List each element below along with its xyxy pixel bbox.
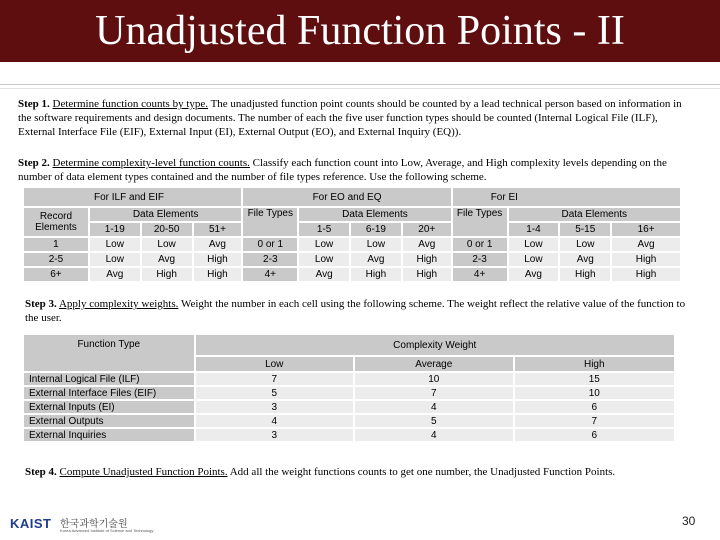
function-type-cell: External Outputs [23, 414, 195, 428]
step4-label: Step 4. [25, 466, 57, 478]
table-cell: Avg [89, 267, 141, 282]
table-row [23, 267, 681, 282]
range-header: 16+ [611, 222, 681, 237]
step3-label: Step 3. [25, 298, 57, 310]
step1-body: The unadjusted function point counts should be counted by a lead technical person based on information in the software requirements and design documents. The number of each the five user function types should be counted (Internal Logical File (ILF), External Interface File (EIF), External Input (EI), External Output (EO), and External Inquiry (EQ)). [18, 98, 682, 138]
weight-cell: 5 [195, 386, 354, 400]
function-type-header: Function Type [23, 334, 195, 372]
step2-heading: Determine complexity-level function counts. [52, 157, 250, 169]
table-cell: Avg [559, 252, 611, 267]
table-cell: High [193, 267, 243, 282]
table-cell: Low [298, 252, 350, 267]
table-cell: Low [350, 237, 402, 252]
range-header: 1-19 [89, 222, 141, 237]
level-header-high: High [514, 356, 675, 372]
table-cell: High [350, 267, 402, 282]
table-cell: Avg [141, 252, 193, 267]
title-bar [0, 0, 720, 62]
table-cell: Avg [508, 267, 560, 282]
slide-number: 30 [682, 514, 696, 528]
step3-heading: Apply complexity weights. [58, 298, 179, 310]
slide-title: Unadjusted Function Points - II [95, 8, 625, 54]
record-header-line: Record [39, 211, 73, 222]
table-cell: Low [559, 237, 611, 252]
divider-line [0, 88, 720, 89]
table-row [23, 400, 675, 414]
range-header: 6-19 [350, 222, 402, 237]
table-cell: High [559, 267, 611, 282]
level-header-low: Low [195, 356, 354, 372]
function-type-cell: External Inputs (EI) [23, 400, 195, 414]
file-types-cell: 2-3 [242, 252, 298, 267]
step4-heading: Compute Unadjusted Function Points. [59, 466, 228, 478]
weight-cell: 15 [514, 372, 675, 386]
table-row [23, 428, 675, 442]
group-header-ilf-eif: For ILF and EIF [23, 187, 242, 207]
range-header: 20-50 [141, 222, 193, 237]
function-type-cell: External Inquiries [23, 428, 195, 442]
institute-name-english: Korea Advanced Institute of Science and Technology [60, 528, 154, 533]
weight-cell: 3 [195, 428, 354, 442]
data-elements-header: Data Elements [298, 207, 451, 222]
record-elements-header [23, 207, 89, 237]
table-row [23, 372, 675, 386]
weight-cell: 10 [514, 386, 675, 400]
data-elements-header: Data Elements [508, 207, 681, 222]
complexity-weight-header: Complexity Weight [195, 334, 675, 356]
file-types-cell: 0 or 1 [242, 237, 298, 252]
file-types-cell: 0 or 1 [452, 237, 508, 252]
kaist-logo: KAIST [10, 516, 52, 531]
step4-body: Add all the weight functions counts to get one number, the Unadjusted Function Points. [227, 466, 616, 478]
file-types-cell: 4+ [452, 267, 508, 282]
step2-body: Classify each function count into Low, Average, and High complexity levels depending on the number of data element types contained and the number of file types reference. Use the following scheme. [18, 157, 667, 183]
function-type-cell: Internal Logical File (ILF) [23, 372, 195, 386]
table-row [23, 386, 675, 400]
step2-label: Step 2. [18, 157, 50, 169]
table-cell: Avg [193, 237, 243, 252]
table-cell: Low [508, 237, 560, 252]
group-header-eo-eq: For EO and EQ [242, 187, 451, 207]
record-count-cell: 6+ [23, 267, 89, 282]
table-cell: Avg [611, 237, 681, 252]
table-cell: Avg [402, 237, 452, 252]
step4-paragraph [25, 465, 695, 479]
range-header: 51+ [193, 222, 243, 237]
weight-cell: 5 [354, 414, 514, 428]
level-header-average: Average [354, 356, 514, 372]
weight-cell: 6 [514, 428, 675, 442]
range-header: 1-5 [298, 222, 350, 237]
weight-cell: 4 [195, 414, 354, 428]
group-header-ei: For EI [452, 187, 681, 207]
table-row [23, 237, 681, 252]
range-header: 1-4 [508, 222, 560, 237]
table-cell: Avg [298, 267, 350, 282]
file-types-cell: 4+ [242, 267, 298, 282]
step1-heading: Determine function counts by type. [52, 98, 209, 110]
weight-cell: 4 [354, 400, 514, 414]
file-types-header: File Types [242, 207, 298, 237]
weight-cell: 4 [354, 428, 514, 442]
divider-line [0, 84, 720, 85]
record-count-cell: 1 [23, 237, 89, 252]
table-cell: High [193, 252, 243, 267]
range-header: 5-15 [559, 222, 611, 237]
file-types-header: File Types [452, 207, 508, 237]
table-cell: Low [89, 237, 141, 252]
weight-cell: 10 [354, 372, 514, 386]
step1-paragraph [18, 97, 690, 139]
step2-paragraph [18, 156, 690, 184]
table-row [23, 414, 675, 428]
function-type-cell: External Interface Files (EIF) [23, 386, 195, 400]
institute-name-korean: 한국과학기술원 [60, 519, 128, 530]
complexity-level-table [22, 186, 682, 283]
table-cell: High [402, 267, 452, 282]
table-row [23, 252, 681, 267]
table-cell: High [402, 252, 452, 267]
range-header: 20+ [402, 222, 452, 237]
step1-label: Step 1. [18, 98, 50, 110]
record-count-cell: 2-5 [23, 252, 89, 267]
table-cell: High [611, 267, 681, 282]
weight-cell: 3 [195, 400, 354, 414]
table-cell: Low [141, 237, 193, 252]
table-cell: High [611, 252, 681, 267]
table-cell: Low [298, 237, 350, 252]
complexity-weight-table [22, 333, 676, 443]
file-types-cell: 2-3 [452, 252, 508, 267]
record-header-line: Elements [35, 222, 77, 233]
weight-cell: 6 [514, 400, 675, 414]
weight-cell: 7 [195, 372, 354, 386]
table-cell: Avg [350, 252, 402, 267]
table-cell: High [141, 267, 193, 282]
step3-paragraph [25, 297, 690, 325]
table-cell: Low [508, 252, 560, 267]
data-elements-header: Data Elements [89, 207, 242, 222]
table-cell: Low [89, 252, 141, 267]
weight-cell: 7 [514, 414, 675, 428]
weight-cell: 7 [354, 386, 514, 400]
step3-body: Weight the number in each cell using the following scheme. The weight reflect the relative value of the function to the user. [25, 298, 686, 324]
